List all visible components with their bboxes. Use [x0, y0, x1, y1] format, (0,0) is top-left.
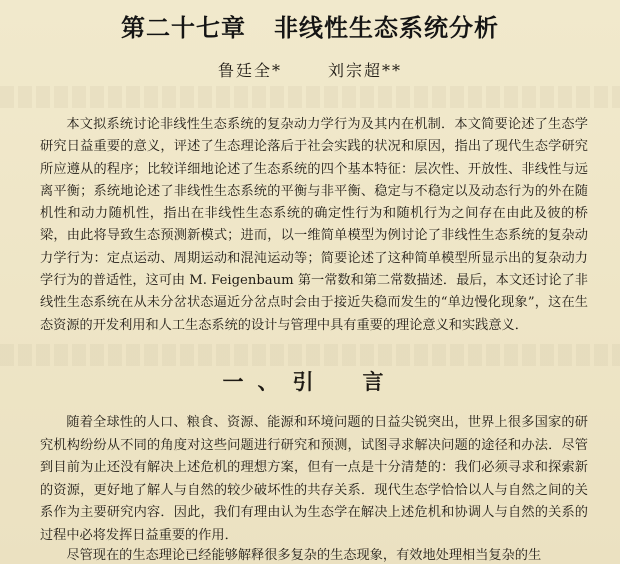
abstract-paragraph: 本文拟系统讨论非线性生态系统的复杂动力学行为及其内在机制．本文简要论述了生态学研究日益重要的意义，评述了生态理论落后于社会实践的状况和原因，指出了现代生态学研究所应遵从的程序；比较详细地论述了生态系统的四个基本特征：层次性、开放性、非线性与远离平衡；系统地论述了非线性生态系统的平衡与非平衡、稳定与不稳定以及动态行为的外在随机性和动力随机性，指出在非线性生态系统的确定性行为和随机行为之间存在由此及彼的桥梁，由此将导致生态预测新模式；进而，以一维简单模型为例讨论了非线性生态系统的复杂动力学行为：定点运动、周期运动和混沌运动等；简要论述了这种简单模型所显示出的复杂动力学行为的普适性，这可由 M. Feigenbaum 第一常数和第二常数描述．最后，本文还讨论了非线性生态系统在从未分岔状态逼近分岔点时会由于接近失稳而发生的“单边慢化现象”，这在生态资源的开发利用和人工生态系统的设计与管理中具有重要的理论意义和实践意义． [40, 117, 588, 333]
author-1: 鲁廷全* [217, 61, 282, 80]
chapter-name: 非线性生态系统分析 [274, 14, 499, 42]
bleed-through-texture [0, 86, 620, 108]
bleed-through-texture [0, 344, 620, 366]
chapter-title [0, 8, 620, 43]
chapter-number: 第二十七章 [121, 14, 246, 42]
body-paragraph-continued: 尽管现在的生态理论已经能够解释很多复杂的生态现象，有效地处理相当复杂的生 [66, 548, 542, 563]
body-paragraph: 随着全球性的人口、粮食、资源、能源和环境问题的日益尖锐突出，世界上很多国家的研究机构纷纷从不同的角度对这些问题进行研究和预测，试图寻求解决问题的途径和办法．尽管到目前为止还没有解决上述危机的理想方案，但有一点是十分清楚的：我们必须寻求和探索新的资源，更好地了解人与自然的较少破坏性的共存关系．现代生态学恰恰以人与自然之间的关系作为主要研究内容．因此，我们有理由认为生态学在解决上述危机和协调人与自然的关系的过程中必将发挥日益重要的作用． [40, 415, 588, 543]
author-line [0, 58, 620, 81]
section-heading: 一、引 言 [222, 370, 398, 394]
author-2: 刘宗超** [328, 61, 403, 80]
